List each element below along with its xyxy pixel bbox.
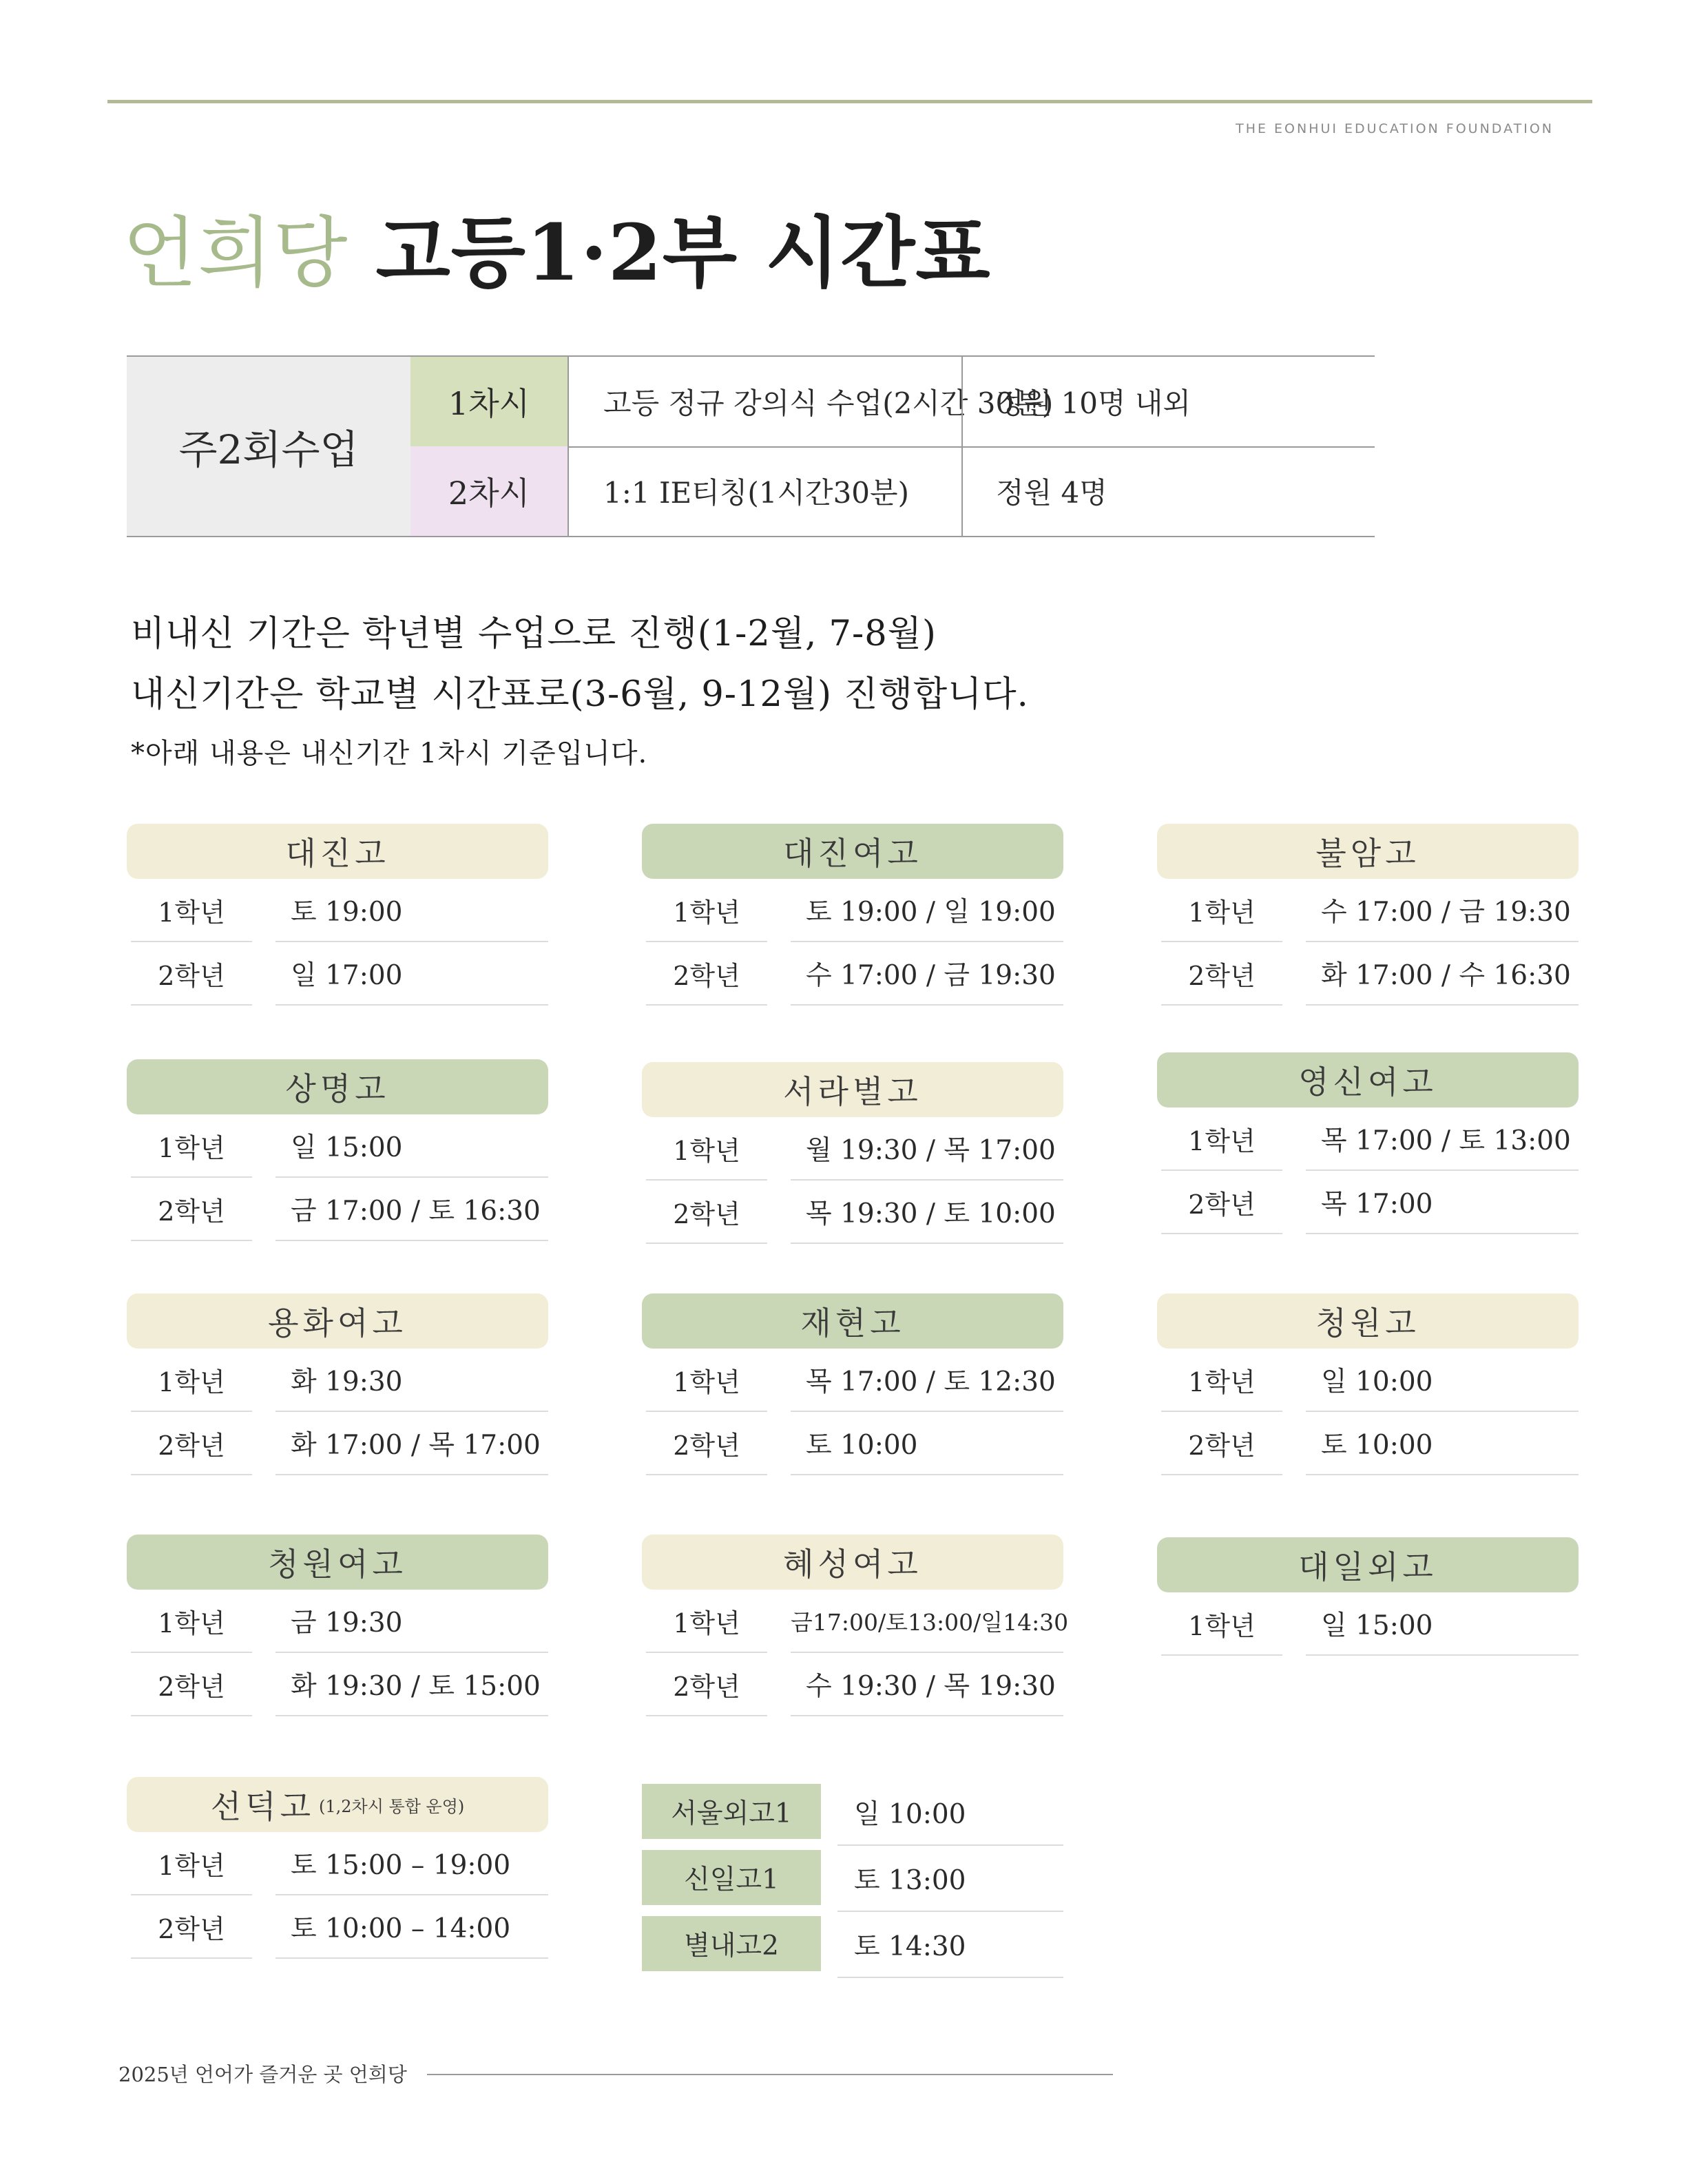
school-name-text: 혜성여고 [783,1546,922,1583]
school-time: 토 14:30 [837,1912,1063,1978]
grade-label: 1학년 [646,1117,767,1181]
list-item [642,1780,1063,1846]
grade-label: 1학년 [131,879,252,942]
grade-label: 2학년 [131,1895,252,1959]
grade-label: 1학년 [1161,1108,1282,1171]
class-time: 금 17:00 / 토 16:30 [275,1178,548,1241]
session-label: 2차시 [410,446,569,536]
class-time: 토 19:00 / 일 19:00 [791,879,1063,942]
school-time: 토 13:00 [837,1846,1063,1912]
session-capacity: 정원 4명 [961,446,1376,536]
table-row [642,879,1063,942]
school-name [127,1059,548,1114]
school-time: 일 10:00 [837,1780,1063,1846]
table-row [127,1590,548,1653]
grade-label: 2학년 [1161,1171,1282,1234]
school-name-text: 상명고 [285,1070,390,1108]
class-time: 화 17:00 / 목 17:00 [275,1412,548,1475]
footer-text: 2025년 언어가 즐거운 곳 언희당 [118,2063,407,2086]
notice-line: 비내신 기간은 학년별 수업으로 진행(1-2월, 7-8월) [131,614,937,654]
top-divider [107,100,1592,103]
footer-divider [427,2074,1113,2075]
table-row [1157,1592,1579,1656]
school-name [127,1293,548,1349]
grade-label: 1학년 [646,879,767,942]
school-name [642,824,1063,879]
foundation-name: THE EONHUI EDUCATION FOUNDATION [1236,121,1554,136]
list-item [642,1912,1063,1978]
table-row [127,1178,548,1241]
school-name [127,1535,548,1590]
table-row [127,879,548,942]
session-capacity: 정원 10명 내외 [961,357,1376,446]
school-name-text: 대일외고 [1298,1548,1437,1585]
table-row [1157,879,1579,942]
grade-label: 2학년 [131,1178,252,1241]
class-time: 월 19:30 / 목 17:00 [791,1117,1063,1181]
session-description: 고등 정규 강의식 수업(2시간 30분) [603,386,1054,420]
grade-label: 1학년 [1161,879,1282,942]
school-name-text: 청원고 [1315,1304,1420,1342]
class-time: 토 10:00 – 14:00 [275,1895,548,1959]
grade-label: 2학년 [646,1412,767,1475]
school-label: 신일고1 [642,1850,821,1905]
table-row [642,1117,1063,1181]
table-row [642,1181,1063,1244]
school-block [1157,1293,1579,1475]
table-row [1157,942,1579,1006]
session-description: 1:1 IE티칭(1시간30분) [603,476,909,510]
class-time: 토 10:00 [1306,1412,1579,1475]
school-block [642,1535,1069,1716]
class-time: 수 19:30 / 목 19:30 [791,1653,1063,1716]
session-row [410,446,1375,536]
table-row [1157,1412,1579,1475]
class-time: 목 19:30 / 토 10:00 [791,1181,1063,1244]
school-name [1157,824,1579,879]
school-name-text: 대진고 [285,835,390,872]
class-time: 일 10:00 [1306,1349,1579,1412]
table-row [1157,1108,1579,1171]
class-time: 일 17:00 [275,942,548,1006]
grade-label: 1학년 [1161,1349,1282,1412]
table-row [127,942,548,1006]
class-time: 수 17:00 / 금 19:30 [791,942,1063,1006]
school-name-text: 재현고 [800,1304,905,1342]
notice-footnote: *아래 내용은 내신기간 1차시 기준입니다. [131,738,648,769]
grade-label: 2학년 [1161,1412,1282,1475]
class-time: 토 10:00 [791,1412,1063,1475]
grade-label: 2학년 [131,1412,252,1475]
table-row [1157,1349,1579,1412]
class-time: 목 17:00 [1306,1171,1579,1234]
class-frequency-label: 주2회수업 [127,357,412,536]
table-row [127,1412,548,1475]
school-name-text: 대진여고 [783,835,922,872]
school-name [1157,1293,1579,1349]
session-label: 1차시 [410,357,569,446]
class-time: 목 17:00 / 토 12:30 [791,1349,1063,1412]
grade-label: 1학년 [646,1590,767,1653]
table-row [642,1590,1069,1653]
school-name [642,1535,1063,1590]
school-name [642,1293,1063,1349]
class-time: 화 17:00 / 수 16:30 [1306,942,1579,1006]
grade-label: 2학년 [131,942,252,1006]
school-block [1157,1537,1579,1656]
class-time: 화 19:30 [275,1349,548,1412]
table-row [127,1653,548,1716]
school-block [127,1535,548,1716]
school-block [1157,1052,1579,1234]
table-row [127,1832,548,1895]
table-row [127,1349,548,1412]
grade-label: 1학년 [646,1349,767,1412]
table-row [127,1114,548,1178]
class-time: 토 15:00 – 19:00 [275,1832,548,1895]
notice-line: 내신기간은 학교별 시간표로(3-6월, 9-12월) 진행합니다. [131,674,1029,715]
school-name [1157,1537,1579,1592]
table-row [1157,1171,1579,1234]
extra-school-list [642,1780,1063,1978]
grade-label: 2학년 [646,1181,767,1244]
school-name-text: 선덕고 [210,1788,315,1825]
school-name-text: 서라벌고 [783,1073,922,1110]
school-label: 별내고2 [642,1916,821,1971]
class-info-table [127,355,1375,537]
grade-label: 2학년 [131,1653,252,1716]
class-time: 목 17:00 / 토 13:00 [1306,1108,1579,1171]
class-time: 금17:00/토13:00/일14:30 [791,1590,1063,1653]
school-name [642,1062,1063,1117]
grade-label: 2학년 [646,942,767,1006]
school-block [127,1293,548,1475]
grade-label: 1학년 [131,1832,252,1895]
title-brand: 언희당 [123,209,348,298]
session-row [410,357,1375,448]
class-time: 일 15:00 [1306,1592,1579,1656]
school-name-text: 청원여고 [268,1546,407,1583]
list-item [642,1846,1063,1912]
school-block [127,824,548,1006]
table-row [642,942,1063,1006]
grade-label: 2학년 [646,1653,767,1716]
table-row [127,1895,548,1959]
school-block [642,824,1063,1006]
table-row [642,1412,1063,1475]
school-block [642,1062,1063,1244]
page-title [123,191,991,302]
table-row [642,1653,1063,1716]
class-time: 금 19:30 [275,1590,548,1653]
school-name [127,1777,548,1832]
school-name-text: 불암고 [1315,835,1420,872]
class-time: 화 19:30 / 토 15:00 [275,1653,548,1716]
school-label: 서울외고1 [642,1784,821,1839]
school-block [127,1059,548,1241]
school-block [642,1293,1063,1475]
school-name [127,824,548,879]
class-time: 수 17:00 / 금 19:30 [1306,879,1579,942]
grade-label: 1학년 [131,1114,252,1178]
school-name [1157,1052,1579,1108]
class-time: 일 15:00 [275,1114,548,1178]
grade-label: 1학년 [1161,1592,1282,1656]
class-time: 토 19:00 [275,879,548,942]
grade-label: 2학년 [1161,942,1282,1006]
school-note: (1,2차시 통합 운영) [319,1796,465,1816]
grade-label: 1학년 [131,1349,252,1412]
title-rest: 고등1·2부 시간표 [375,208,991,298]
school-block [127,1777,548,1959]
school-name-text: 용화여고 [268,1304,407,1342]
grade-label: 1학년 [131,1590,252,1653]
school-name-text: 영신여고 [1298,1063,1437,1101]
school-block [1157,824,1579,1006]
table-row [642,1349,1063,1412]
